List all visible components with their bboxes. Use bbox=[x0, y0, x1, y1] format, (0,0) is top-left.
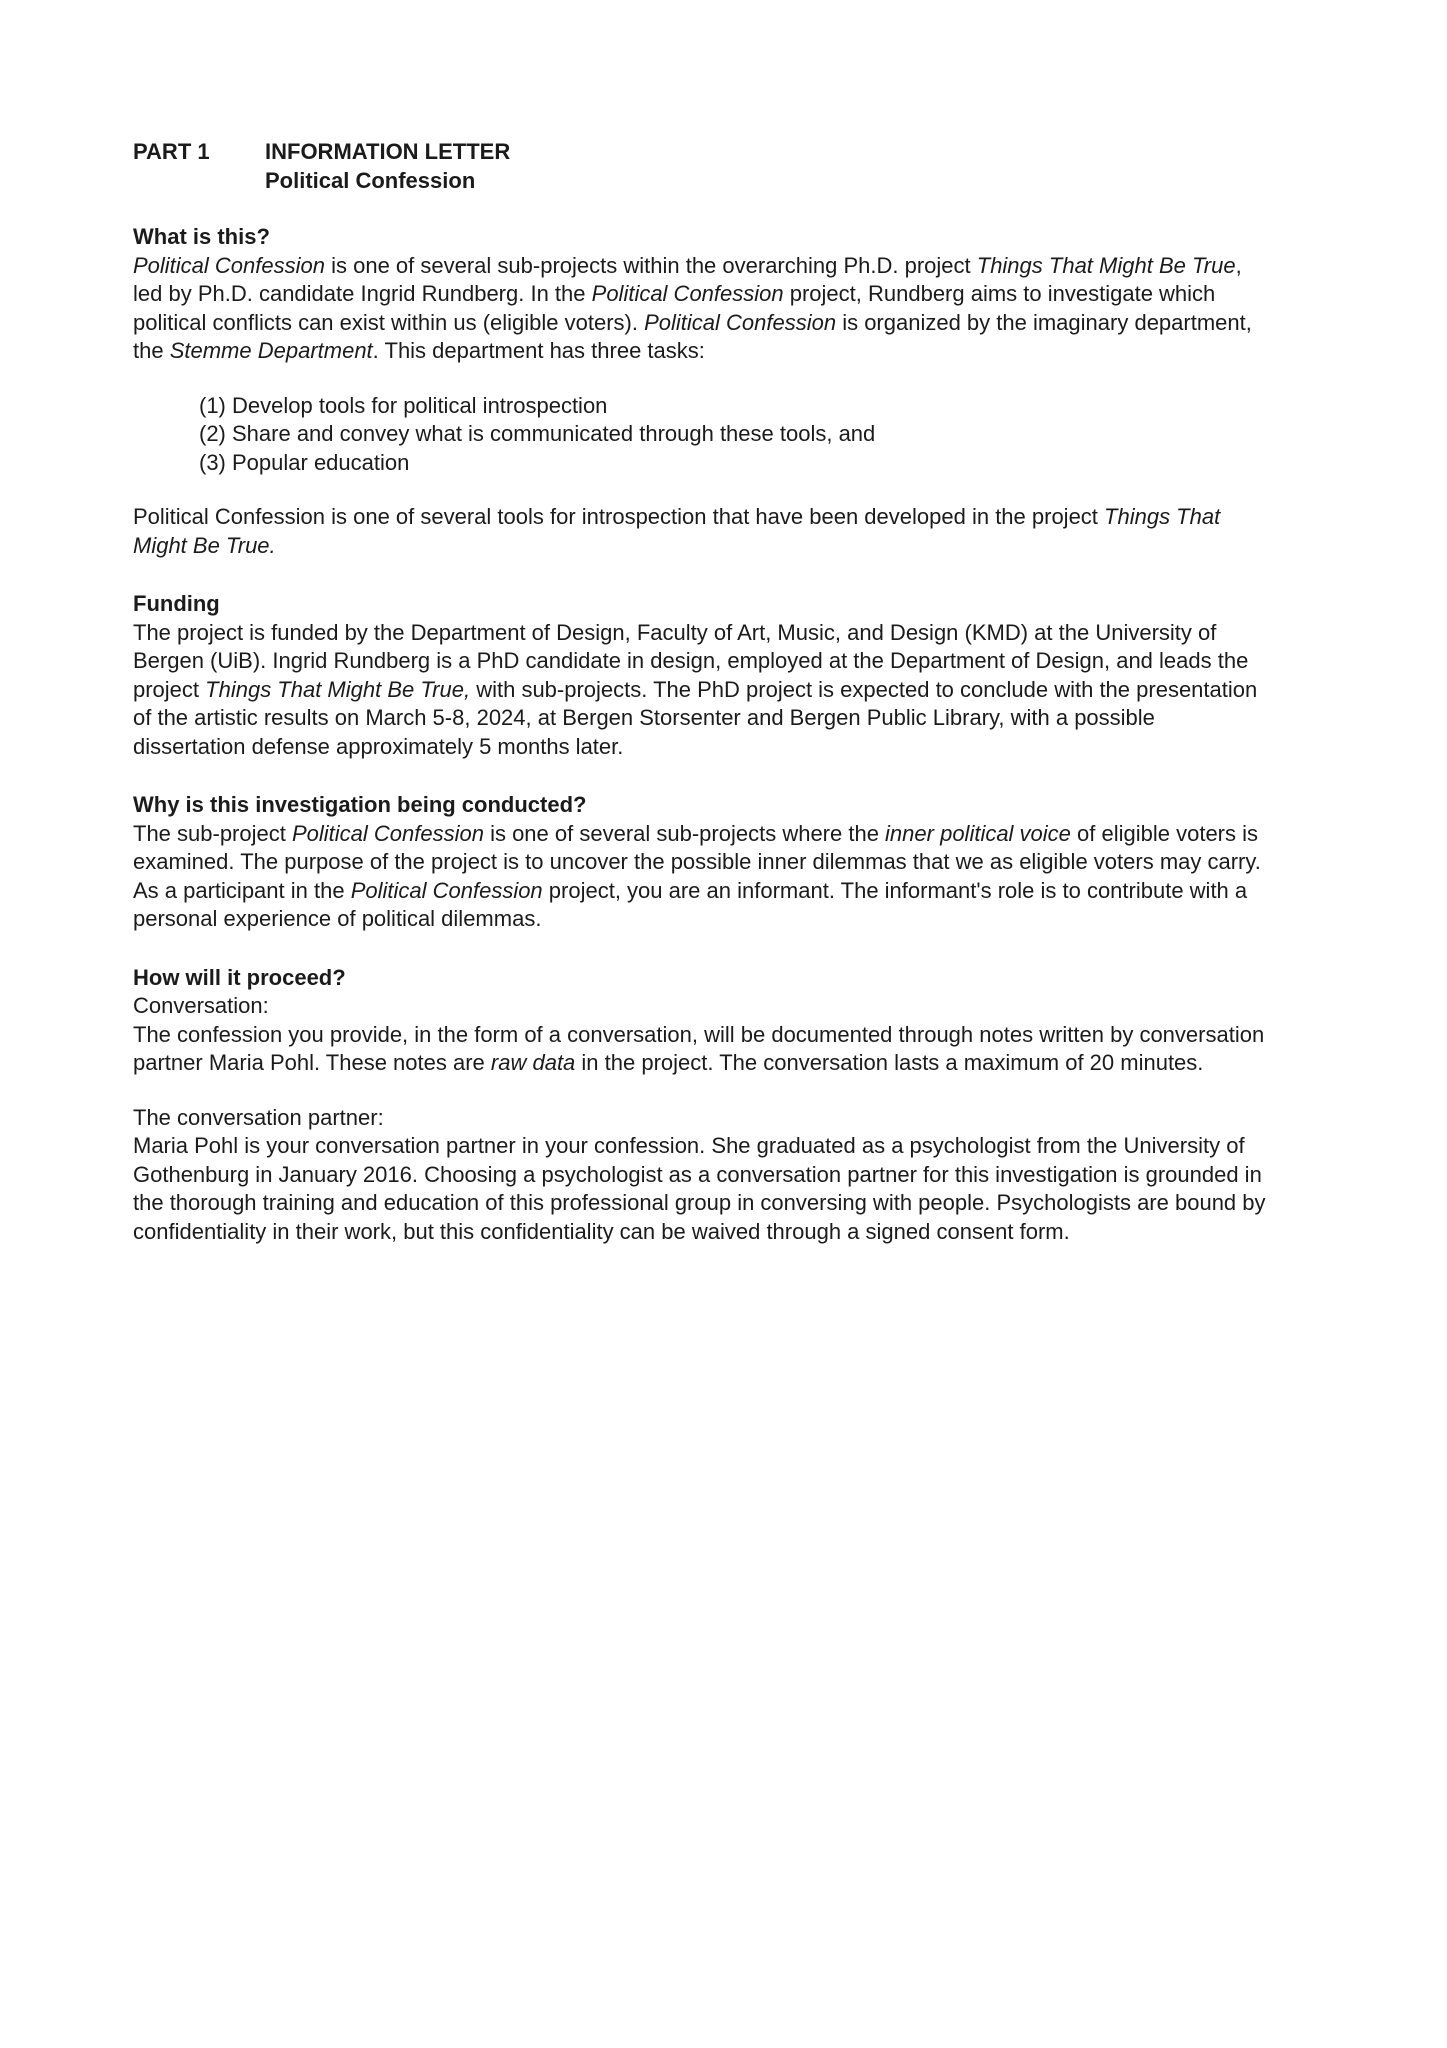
section-heading: What is this? bbox=[133, 224, 270, 249]
text-run: is one of several sub-projects where the bbox=[483, 820, 886, 846]
part-label: PART 1 bbox=[133, 139, 210, 164]
text-run: The project is funded by the Department of Design, Faculty of Art, Music, and Design (KMD) at the University of Bergen (UiB). Ingrid Rundberg is a PhD candidate in design, employed at the Department of Design, and leads the project bbox=[133, 619, 1249, 702]
text-run: Stemme Department bbox=[169, 338, 373, 363]
text-run: Conversation: bbox=[133, 993, 269, 1018]
text-run: The sub-project bbox=[133, 820, 292, 846]
text-run: As a participant in the bbox=[133, 877, 351, 903]
text-run: in the project. The conversation lasts a maximum of 20 minutes. bbox=[575, 1050, 1204, 1075]
text-run: is organized by the imaginary department, the bbox=[133, 309, 1252, 363]
spacer bbox=[133, 1078, 1273, 1104]
paragraph bbox=[133, 252, 1273, 366]
text-run: Political Confession is one of several tools for introspection that have been developed in the project bbox=[133, 504, 1105, 529]
list-item: (1) Develop tools for political introspection bbox=[199, 392, 608, 418]
text-run: Things That Might Be True, bbox=[205, 676, 471, 702]
text-run: The confession you provide, in the form of a conversation, will be documented through notes written by conversation partner Maria Pohl. These notes are bbox=[133, 1021, 1265, 1075]
list-item: (3) Popular education bbox=[199, 449, 410, 475]
list-item: (2) Share and convey what is communicated through these tools, and bbox=[199, 421, 876, 446]
task-list bbox=[133, 392, 1273, 478]
paragraph bbox=[133, 1104, 1273, 1247]
text-run: project, Rundberg aims to investigate which political conflicts can exist within us (eligible voters). bbox=[133, 281, 1216, 335]
doc-header-line bbox=[133, 138, 1273, 167]
spacer bbox=[133, 477, 1273, 503]
doc-title: INFORMATION LETTER bbox=[265, 139, 511, 164]
information-letter bbox=[133, 138, 1273, 1246]
text-run: Maria Pohl is your conversation partner in your confession. She graduated as a psychologist from the University of Gothenburg in January 2016. Choosing a psychologist as a conversation partner for this investigation is grounded in the thorough training and education of this professional group in conversing with people. Psychologists are bound by confidentiality in their work, but this confidentiality can be waived through a signed consent form. bbox=[133, 1133, 1266, 1244]
document-blocks bbox=[133, 223, 1273, 1246]
paragraph bbox=[133, 820, 1273, 934]
section-heading: Funding bbox=[133, 591, 220, 616]
text-run: Political Confession bbox=[350, 877, 543, 903]
text-run: raw data bbox=[490, 1050, 576, 1075]
text-run: project, you are an informant. The informant's role is to contribute with a personal experience of political dilemmas. bbox=[133, 877, 1248, 931]
text-run: . This department has three tasks: bbox=[372, 338, 705, 363]
spacer bbox=[133, 366, 1273, 392]
text-run: of eligible voters is examined. The purpose of the project is to uncover the possible inner dilemmas that we as eligible voters may carry. bbox=[133, 820, 1261, 874]
paragraph bbox=[133, 503, 1273, 560]
doc-header bbox=[133, 138, 1273, 195]
doc-subtitle: Political Confession bbox=[265, 167, 476, 193]
text-run: is one of several sub-projects within the overarching Ph.D. project bbox=[324, 252, 977, 278]
text-run: inner political voice bbox=[885, 820, 1071, 846]
text-run: Political Confession bbox=[644, 309, 837, 335]
text-run: The conversation partner: bbox=[133, 1104, 384, 1130]
paragraph bbox=[133, 992, 1273, 1078]
text-run: , led by Ph.D. candidate Ingrid Rundberg. In the bbox=[133, 252, 1242, 306]
section-heading: How will it proceed? bbox=[133, 964, 346, 990]
text-run: Political Confession bbox=[291, 820, 484, 846]
section-heading: Why is this investigation being conducted? bbox=[133, 792, 587, 817]
text-run: Things That Might Be True. bbox=[133, 504, 1221, 558]
text-run: Political Confession bbox=[591, 281, 784, 306]
text-run: with sub-projects. The PhD project is expected to conclude with the presentation of the artistic results on March 5-8, 2024, at Bergen Storsenter and Bergen Public Library, with a possible dissertation defense approximately 5 months later. bbox=[133, 676, 1258, 759]
text-run: Things That Might Be True bbox=[976, 252, 1236, 278]
paragraph bbox=[133, 619, 1273, 762]
text-run: Political Confession bbox=[133, 252, 325, 278]
